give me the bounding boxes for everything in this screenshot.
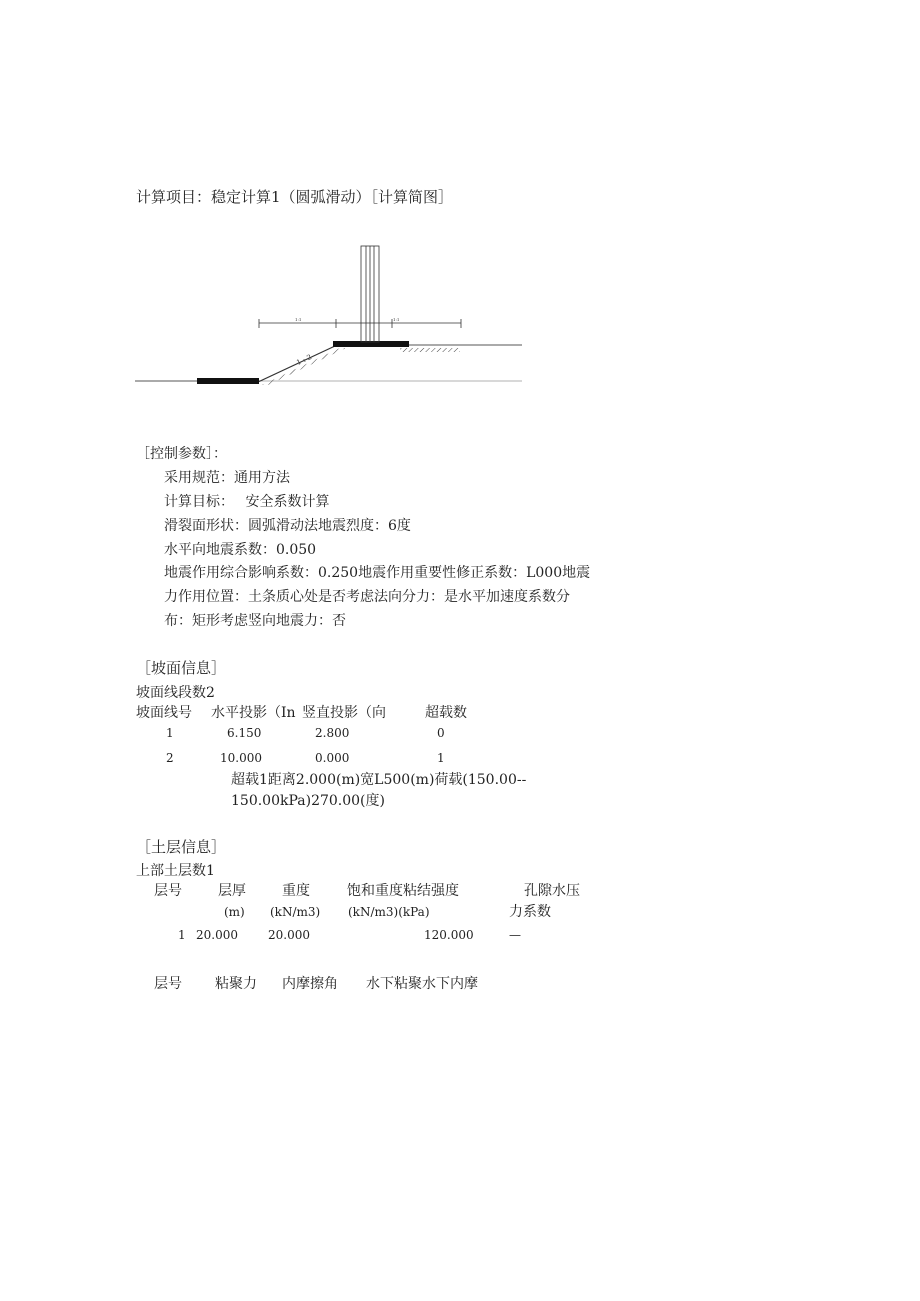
load-description: 超载1距离2.000(m)宽L500(m)荷载(150.00-- — [231, 772, 527, 788]
slope-hatch — [262, 348, 346, 385]
crest-hatch — [400, 348, 460, 352]
slope-cell: 1 — [437, 751, 445, 765]
slope-cell: 2.800 — [315, 726, 350, 740]
slope-count: 坡面线段数2 — [136, 685, 215, 701]
soil-header2: 水下粘聚水下内摩 — [366, 976, 478, 992]
soil-title: ［土层信息］ — [136, 838, 227, 856]
soil-header2: 内摩擦角 — [282, 976, 338, 992]
control-line: 计算目标： 安全系数计算 — [164, 494, 330, 510]
control-line: 滑裂面形状：圆弧滑动法地震烈度：6度 — [164, 518, 411, 534]
slope-cell: 6.150 — [227, 726, 262, 740]
toe-load-block — [197, 378, 259, 384]
soil-cell: — — [509, 928, 521, 942]
soil-header: 重度 — [282, 883, 310, 899]
soil-header: 孔隙水压 — [524, 883, 580, 899]
slope-header: 竖直投影（向 — [302, 705, 386, 721]
slope-cell: 0.000 — [315, 751, 350, 765]
dimension-label-right: 1:1 — [393, 317, 400, 322]
slope-cell: 0 — [437, 726, 445, 740]
soil-header2: 层号 — [154, 976, 182, 992]
load-description-cont: 150.00kPa)270.00(度) — [231, 793, 385, 809]
control-line: 水平向地震系数：0.050 — [164, 542, 317, 558]
soil-cell: 120.000 — [424, 928, 474, 942]
soil-unit: 力系数 — [509, 904, 551, 920]
page-heading: 计算项目：稳定计算1（圆弧滑动）［计算简图］ — [136, 188, 454, 206]
control-line: 力作用位置：土条质心处是否考虑法向分力：是水平加速度系数分 — [164, 589, 570, 605]
slope-header: 水平投影（In — [211, 705, 296, 721]
soil-header2: 粘聚力 — [215, 976, 257, 992]
calculation-diagram — [130, 240, 530, 400]
control-line: 采用规范：通用方法 — [164, 470, 290, 486]
soil-unit: (m) — [224, 905, 245, 919]
soil-cell: 1 — [178, 928, 186, 942]
slope-header: 坡面线号 — [136, 705, 192, 721]
slope-cell: 1 — [166, 726, 174, 740]
slope-cell: 10.000 — [220, 751, 262, 765]
control-line: 布：矩形考虑竖向地震力：否 — [164, 613, 346, 629]
dimension-label-left: 1:1 — [295, 317, 302, 322]
slope-mark: 1 : 2 — [295, 353, 313, 367]
slope-title: ［坡面信息］ — [136, 659, 227, 677]
soil-cell: 20.000 — [196, 928, 238, 942]
soil-header: 层厚 — [218, 883, 246, 899]
slope-cell: 2 — [166, 751, 174, 765]
soil-header: 饱和重度粘结强度 — [347, 883, 459, 899]
control-line: 地震作用综合影响系数：0.250地震作用重要性修正系数：L000地震 — [164, 565, 591, 581]
slope-header: 超载数 — [425, 705, 467, 721]
soil-unit: (kN/m3)(kPa) — [348, 905, 430, 919]
soil-count: 上部土层数1 — [136, 863, 215, 879]
soil-unit: (kN/m3) — [270, 905, 321, 919]
soil-cell: 20.000 — [268, 928, 310, 942]
control-title: ［控制参数］： — [136, 446, 227, 462]
soil-header: 层号 — [154, 883, 182, 899]
